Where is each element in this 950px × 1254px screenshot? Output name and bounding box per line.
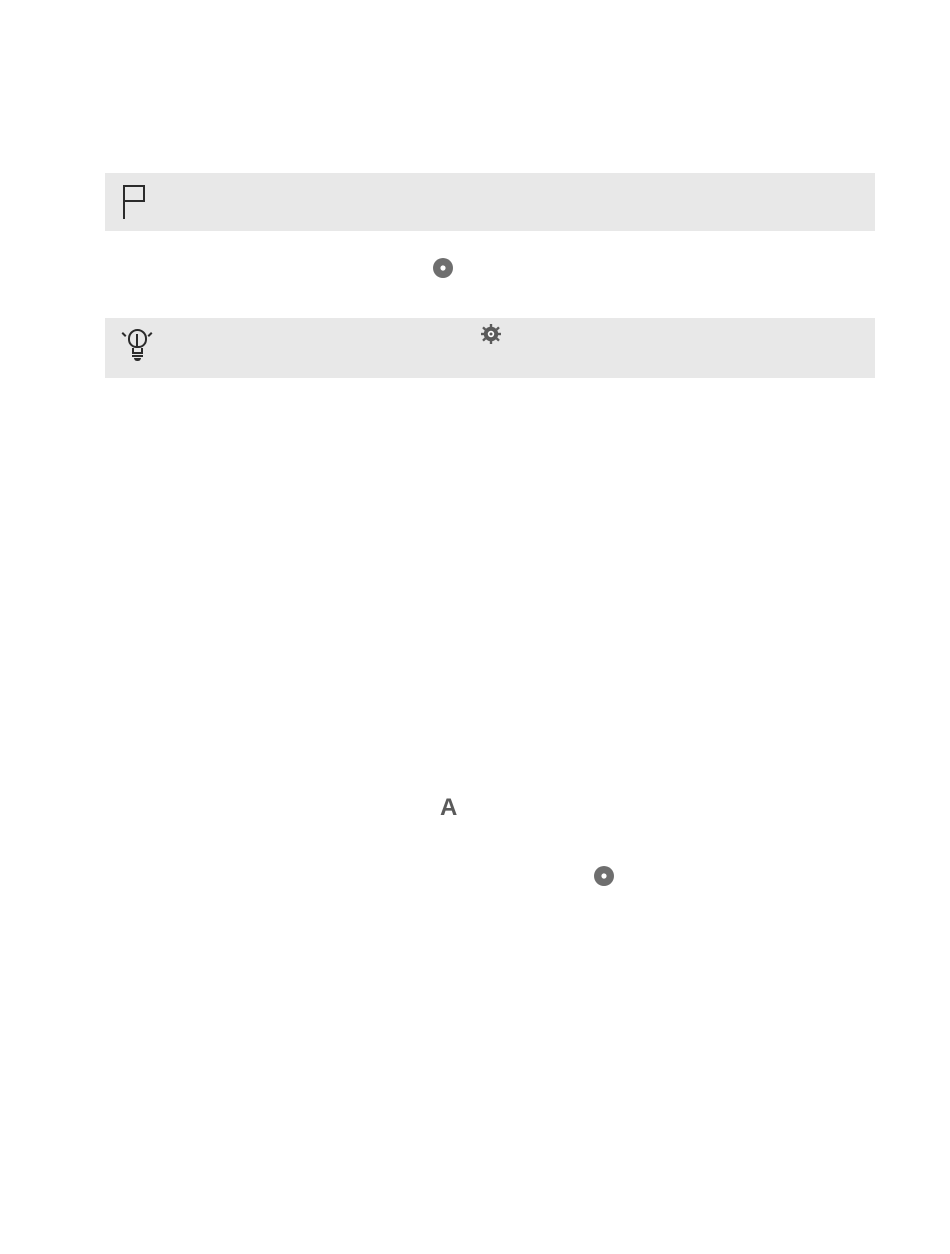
arrow-right-circle-icon-2 (594, 866, 614, 886)
note-callout (105, 173, 875, 231)
arrow-right-circle-icon (433, 258, 453, 278)
bulb-base-tip (134, 358, 141, 361)
gear-icon (481, 324, 501, 344)
bulb-base-ring-2 (132, 355, 143, 357)
bulb-ray-right (148, 332, 153, 337)
note-callout-text (157, 173, 863, 231)
bulb-filament (136, 334, 138, 348)
bulb-base-ring-1 (132, 352, 143, 354)
tip-callout-text (157, 318, 863, 378)
letter-a-icon: A (440, 794, 458, 821)
flag-icon (123, 185, 149, 219)
lightbulb-icon (123, 329, 151, 365)
flag-banner (124, 185, 145, 202)
bulb-ray-left (122, 332, 127, 337)
